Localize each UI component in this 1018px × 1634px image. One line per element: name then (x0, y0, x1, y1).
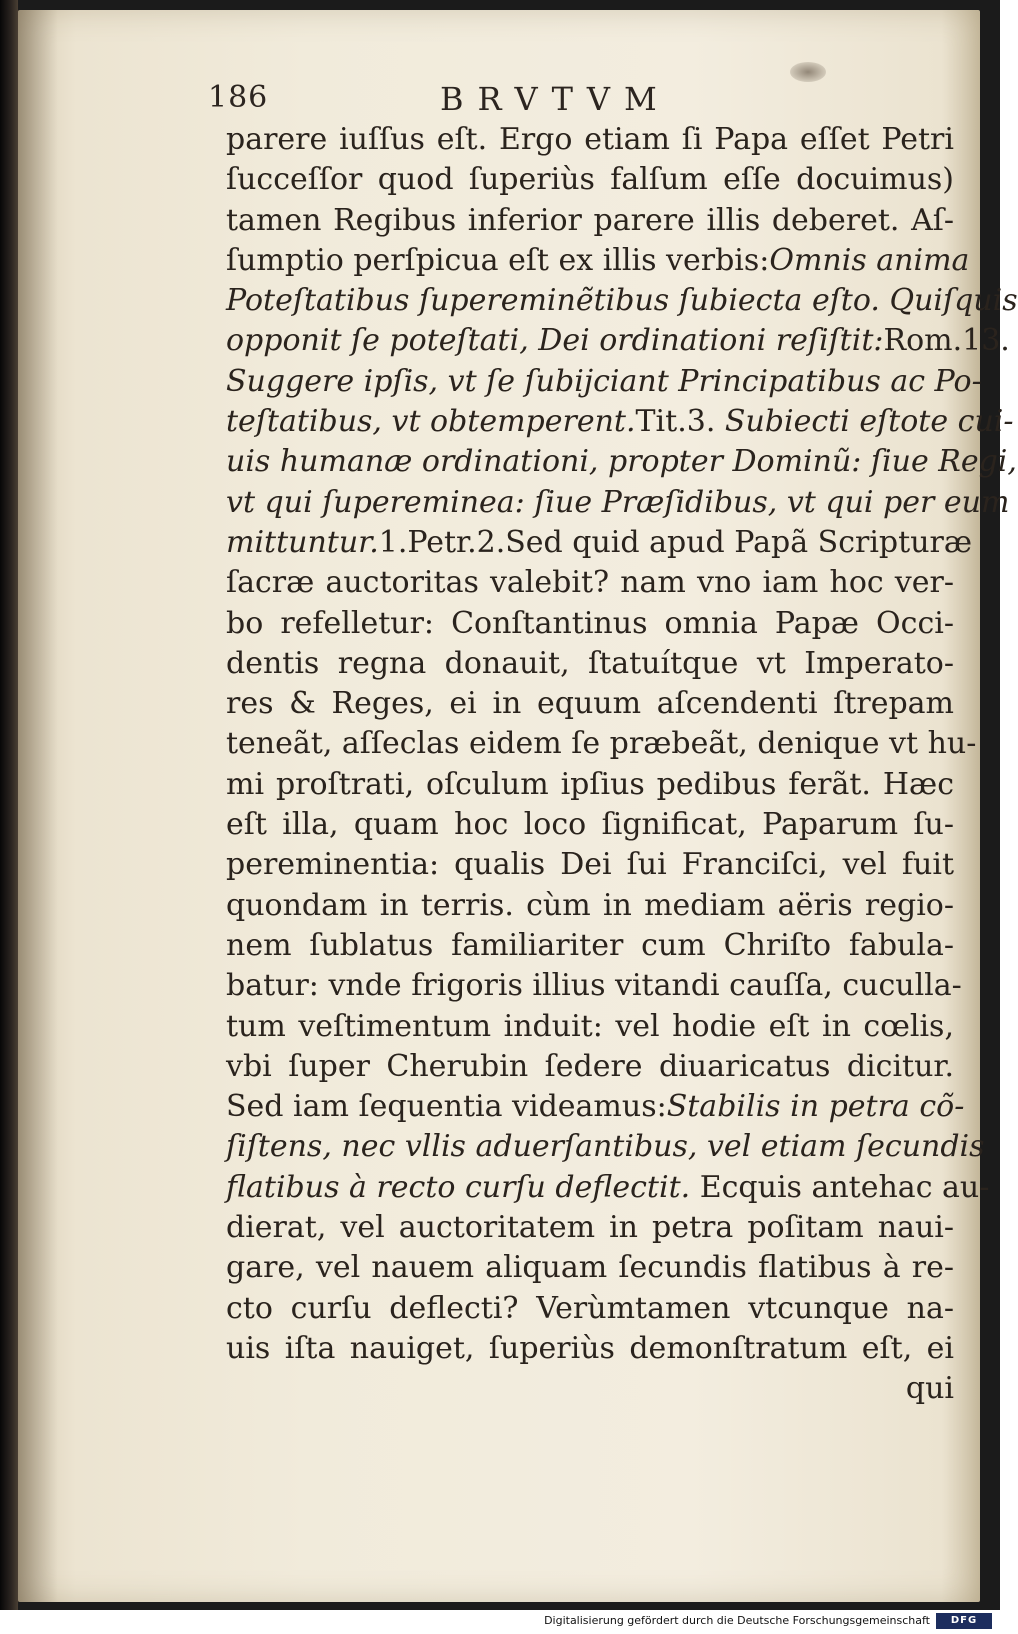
text-line-26: ſiſtens, nec vllis aduerſantibus, vel etiam ſecundis (226, 1129, 985, 1165)
text-line-21: nem ſublatus familiariter cum Chriſto fabula- (226, 927, 954, 963)
text-line-20: quondam in terris. cùm in mediam aëris regio- (226, 887, 954, 923)
text-line-28: dierat, vel auctoritatem in petra poſitam naui- (226, 1210, 954, 1246)
text-line-11: mittuntur.1.Petr.2.Sed quid apud Papã Scripturæ (226, 524, 973, 560)
text-line-23: tum veſtimentum induit: vel hodie eſt in cœlis, (226, 1008, 954, 1044)
dfg-logo: DFG (936, 1613, 992, 1629)
text-line-18: eſt illa, quam hoc loco ſignificat, Paparum ſu- (226, 807, 954, 843)
text-line-9: uis humanæ ordinationi, propter Dominũ: ſiue Regi, (226, 444, 1017, 480)
text-line-7: Suggere ipſis, vt ſe ſubijciant Principatibus ac Po- (226, 363, 982, 399)
text-line-10: vt qui ſupereminea: ſiue Præſidibus, vt qui per eum (226, 484, 1010, 520)
text-line-5: Poteſtatibus ſupereminẽtibus ſubiecta eſto. Quiſquis (226, 283, 1018, 319)
running-title: BRVTVM (440, 80, 671, 118)
text-line-4: ſumptio perſpicua eſt ex illis verbis:Omnis anima (226, 242, 970, 278)
text-line-30: cto curſu deflecti? Verùmtamen vtcunque na- (226, 1290, 954, 1326)
book-binding-edge (0, 0, 18, 1610)
page-number: 186 (208, 80, 269, 115)
text-line-27: flatibus à recto curſu deflectit. Ecquis antehac au- (226, 1169, 990, 1205)
text-line-24: vbi ſuper Cherubin ſedere diuaricatus dicitur. (226, 1048, 954, 1084)
text-line-31: uis iſta nauiget, ſuperiùs demonſtratum eſt, ei (226, 1330, 954, 1366)
gutter-shadow (18, 10, 58, 1602)
text-line-25: Sed iam ſequentia videamus:Stabilis in petra cõ- (226, 1089, 965, 1125)
text-line-1: parere iuſſus eſt. Ergo etiam ſi Papa eſſet Petri (226, 122, 954, 157)
text-line-29: gare, vel nauem aliquam ſecundis flatibus à re- (226, 1250, 954, 1286)
page-header (208, 80, 928, 120)
text-line-13: bo refelletur: Conſtantinus omnia Papæ Occi- (226, 605, 954, 641)
text-line-3: tamen Regibus inferior parere illis deberet. Aſ- (226, 202, 954, 238)
ink-blot (790, 62, 826, 82)
text-line-6: opponit ſe poteſtati, Dei ordinationi reſiſtit:Rom.13. (226, 323, 1010, 359)
text-line-17: mi proſtrati, oſculum ipſius pedibus ferãt. Hæc (226, 766, 954, 802)
body-text (226, 120, 1018, 1410)
text-line-14: dentis regna donauit, ſtatuítque vt Imperato- (226, 645, 954, 681)
text-line-19: pereminentia: qualis Dei ſui Franciſci, vel fuit (226, 847, 954, 883)
text-line-8: teſtatibus, vt obtemperent.Tit.3. Subiecti eſtote cui- (226, 404, 1014, 440)
footer-bar (0, 1610, 1000, 1634)
text-line-16: teneãt, aſſeclas eidem ſe præbeãt, denique vt hu- (226, 726, 977, 762)
text-line-12: ſacræ auctoritas valebit? nam vno iam hoc ver- (226, 565, 954, 601)
text-line-15: res & Reges, ei in equum aſcendenti ſtrepam (226, 686, 954, 722)
text-line-22: batur: vnde frigoris illius vitandi cauſſa, cuculla- (226, 968, 962, 1004)
text-line-2: ſucceſſor quod ſuperiùs falſum eſſe docuimus) (226, 162, 954, 198)
funding-credit: Digitalisierung gefördert durch die Deutsche Forschungsgemeinschaft (544, 1614, 930, 1627)
catchword: qui (905, 1371, 954, 1407)
